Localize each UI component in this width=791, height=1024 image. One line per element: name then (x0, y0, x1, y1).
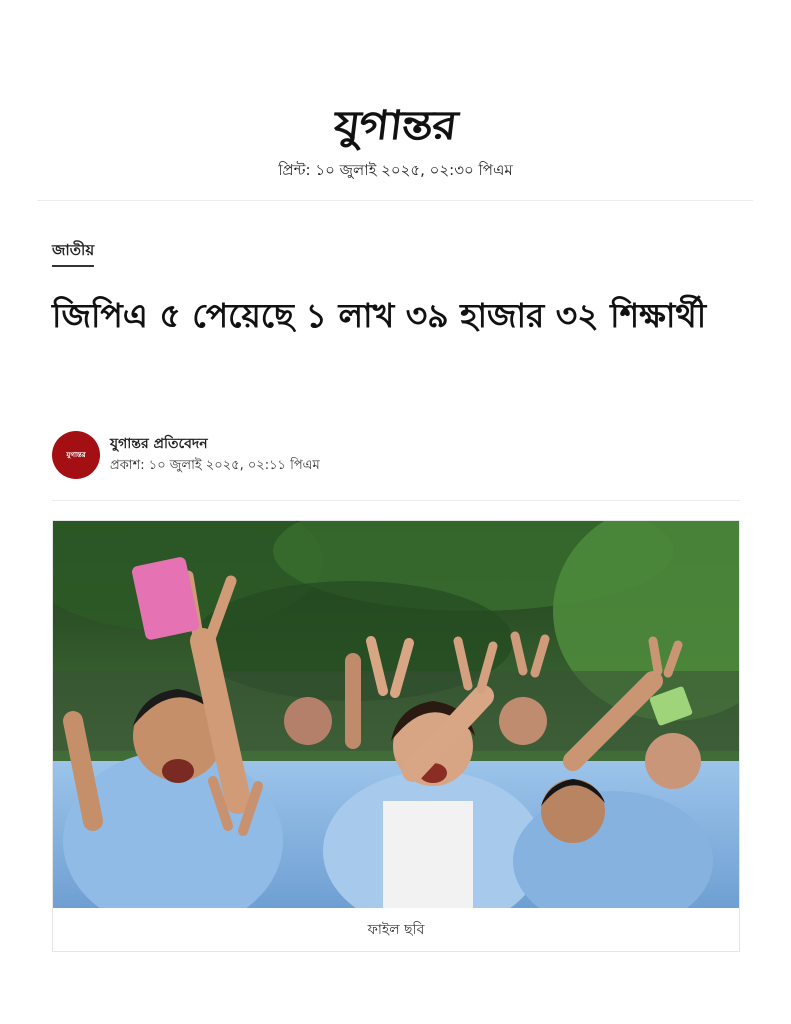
header-divider (37, 200, 753, 201)
article-headline: জিপিএ ৫ পেয়েছে ১ লাখ ৩৯ হাজার ৩২ শিক্ষার্থী (52, 296, 707, 335)
author-name[interactable]: যুগান্তর প্রতিবেদন (110, 436, 208, 452)
image-caption: ফাইল ছবি (367, 922, 425, 938)
author-avatar (52, 431, 100, 479)
article-figure (52, 520, 740, 952)
masthead (0, 100, 791, 180)
byline-text (110, 434, 320, 476)
site-logo[interactable]: যুগান্তর (331, 102, 460, 149)
avatar-logo-text: যুগান্তর (66, 451, 86, 459)
publish-date: প্রকাশ: ১০ জুলাই ২০২৫, ০২:১১ পিএম (110, 458, 320, 473)
byline (52, 429, 320, 481)
category-link[interactable]: জাতীয় (52, 238, 94, 267)
print-date: প্রিন্ট: ১০ জুলাই ২০২৫, ০২:৩০ পিএম (278, 161, 513, 179)
article-photo (53, 521, 739, 908)
byline-divider (52, 500, 740, 501)
